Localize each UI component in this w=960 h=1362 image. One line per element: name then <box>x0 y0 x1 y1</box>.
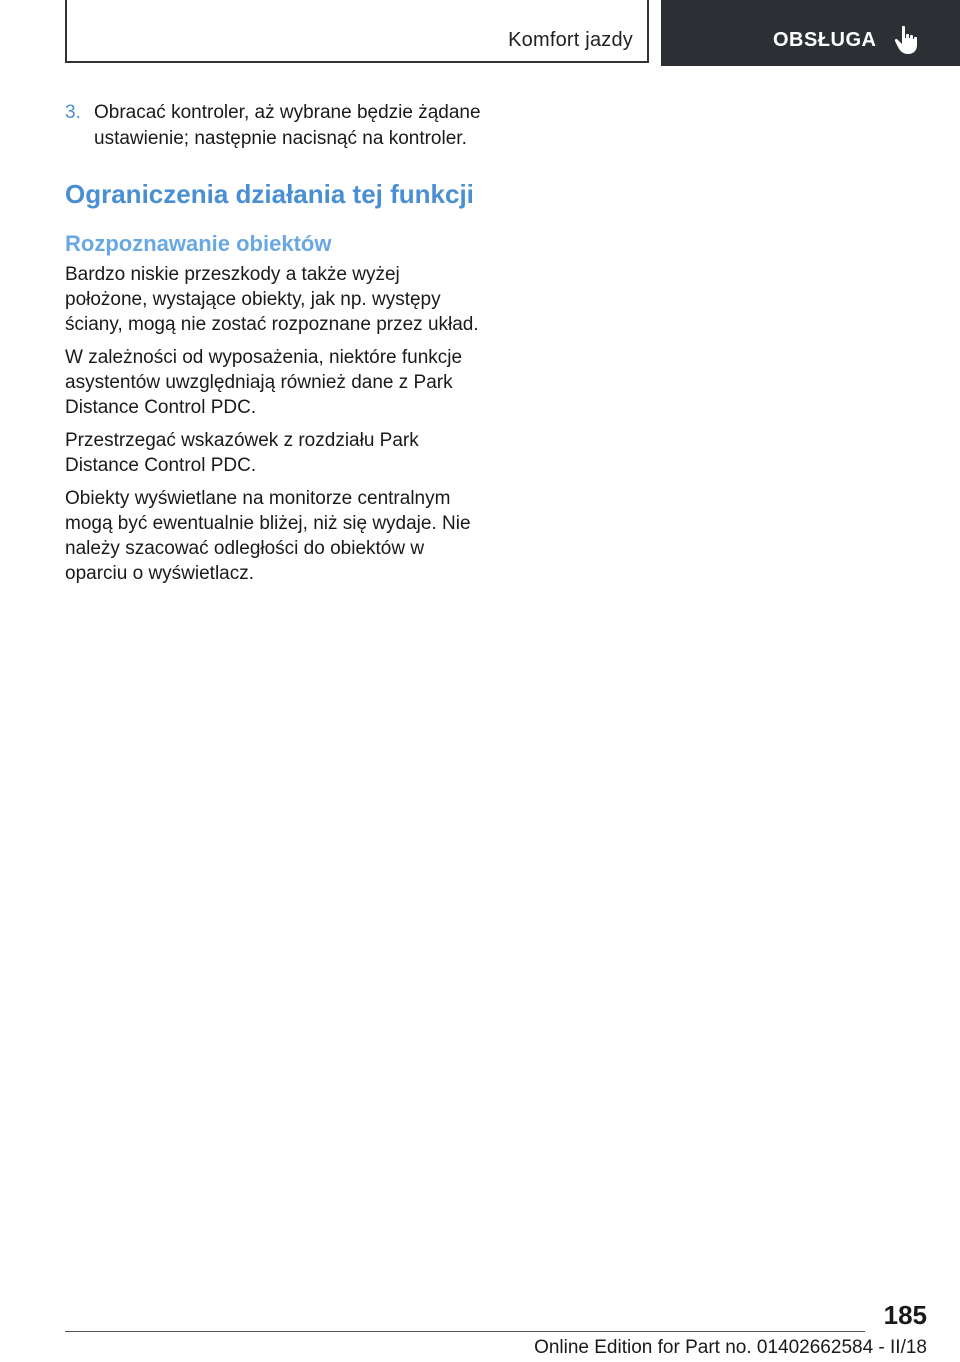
main-content <box>65 100 485 586</box>
subsection-heading: Rozpoznawanie obiektów <box>65 231 332 256</box>
section-heading: Ograniczenia działania tej funkcji <box>65 179 474 209</box>
footer-divider <box>65 1331 865 1332</box>
step-text: Obracać kontroler, aż wybrane będzie żądane ustawienie; następnie nacisnąć na kontroler. <box>94 102 481 149</box>
section-header-box <box>65 0 649 63</box>
step-number: 3. <box>65 102 81 123</box>
chapter-title: OBSŁUGA <box>773 29 877 51</box>
edition-note: Online Edition for Part no. 01402662584 - II/18 <box>534 1337 927 1358</box>
paragraph: Obiekty wyświetlane na monitorze centralnym mogą być ewentualnie bliżej, niż się wydaje. Nie należy szacować odległości do obiektów w oparciu o wyświetlacz. <box>65 488 471 584</box>
chapter-tab <box>661 0 960 66</box>
paragraph: Przestrzegać wskazówek z rozdziału Park Distance Control PDC. <box>65 430 419 476</box>
pointing-hand-icon <box>894 25 920 55</box>
section-title: Komfort jazdy <box>508 29 633 51</box>
instruction-step <box>65 100 485 152</box>
paragraph: W zależności od wyposażenia, niektóre funkcje asystentów uwzględniają również dane z Park Distance Control PDC. <box>65 347 463 418</box>
paragraph: Bardzo niskie przeszkody a także wyżej położone, wystające obiekty, jak np. występy ściany, mogą nie zostać rozpoznane przez układ. <box>65 264 479 335</box>
page-number: 185 <box>883 1300 927 1330</box>
page-header <box>0 0 960 66</box>
